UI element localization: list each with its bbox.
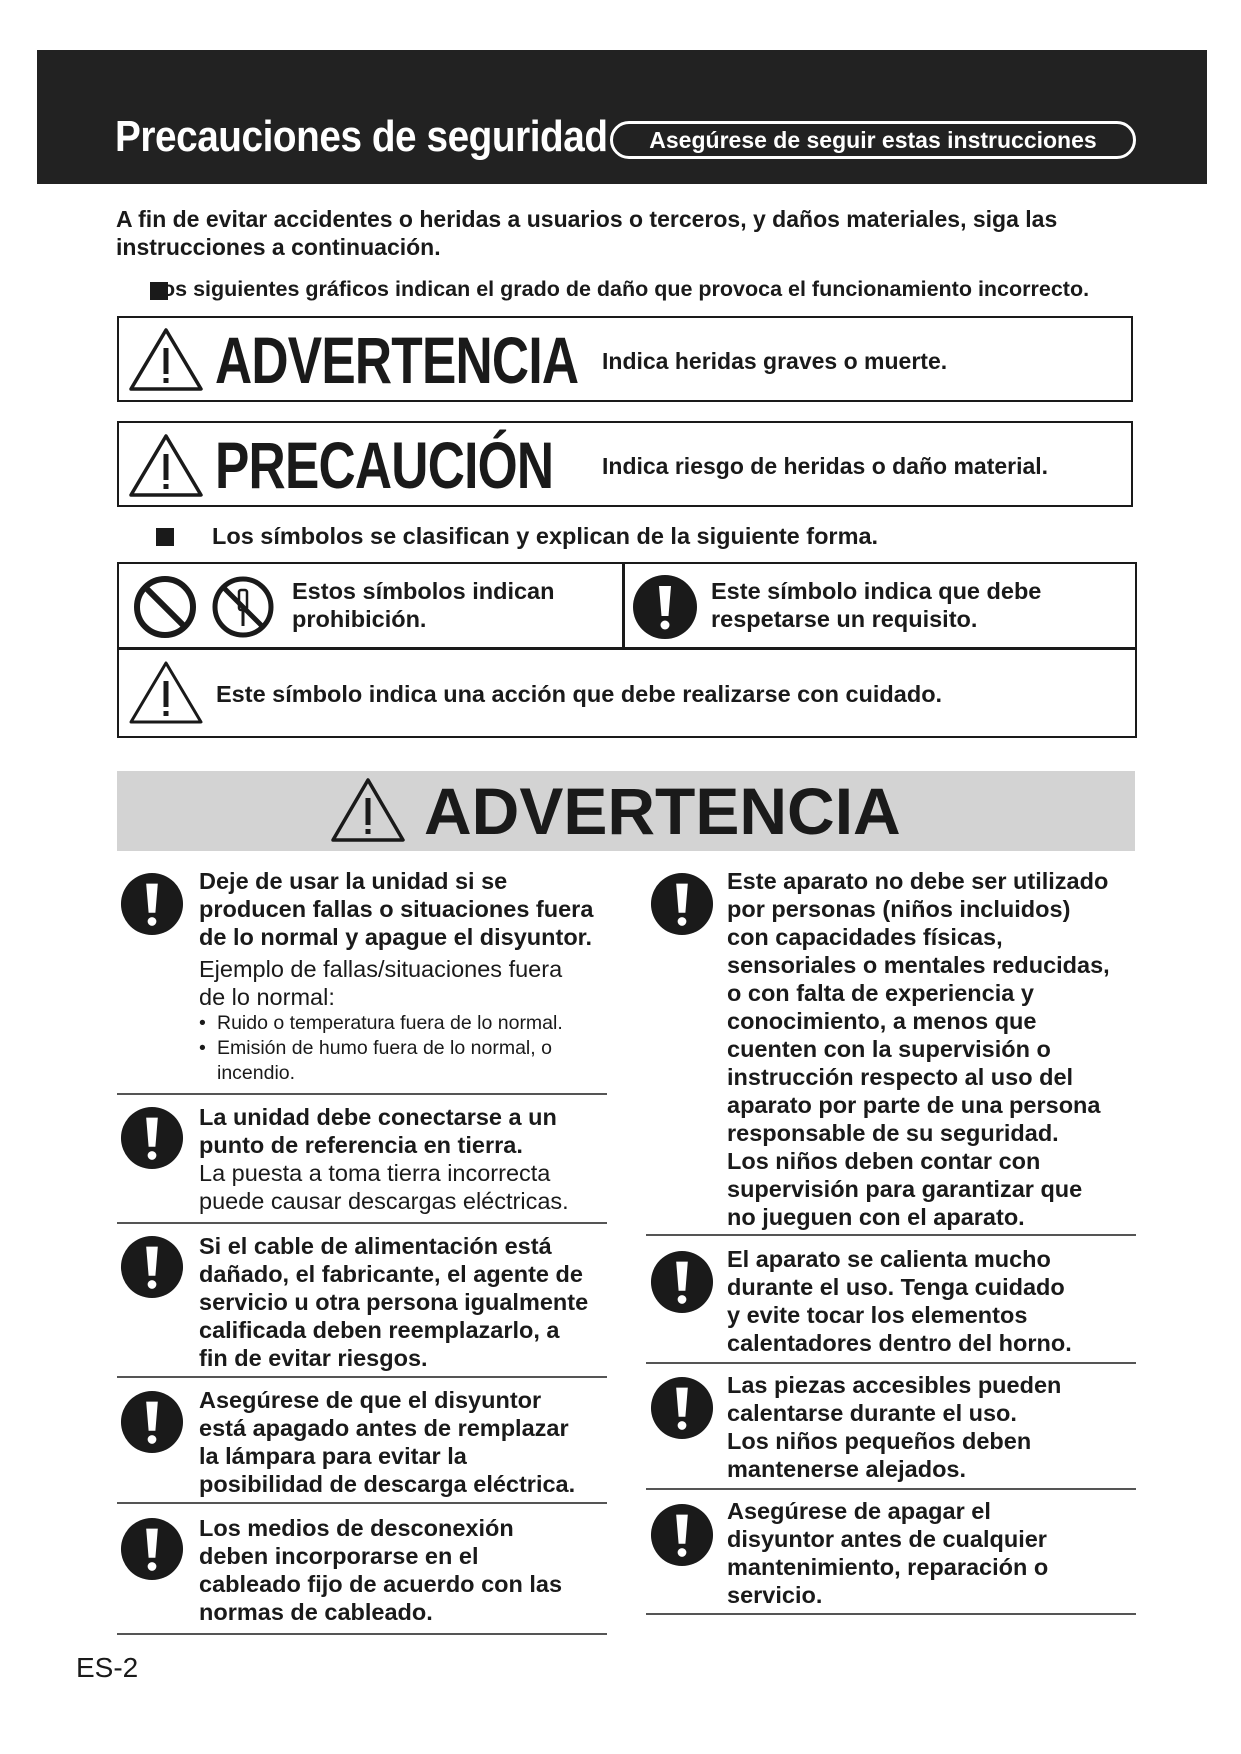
mandatory-icon [120,872,184,936]
mandatory-icon [650,872,714,936]
warning-item: La unidad debe conectarse a un punto de referencia en tierra. La puesta a toma tierra incorrecta puede causar descargas eléctricas. [199,1104,569,1214]
warning-triangle-icon [128,659,204,725]
divider [117,1502,607,1504]
prohibition-icon [132,574,198,640]
graphics-note: os siguientes gráficos indican el grado de daño que provoca el funcionamiento incorrecto. [162,277,1090,301]
warning-item: Los medios de desconexión deben incorporarse en el cableado fijo de acuerdo con las normas de cableado. [199,1515,563,1625]
warning-triangle-icon [128,432,204,498]
warning-triangle-icon [330,776,406,844]
page-title: Precauciones de seguridad [115,112,608,161]
warning-item: Este aparato no debe ser utilizado por personas (niños incluidos) con capacidades físicas, sensoriales o mentales reducidas, o con falta de experiencia y conocimiento, a menos que cuenten con la supervisión o instrucción respecto al uso del aparato por parte de una persona responsable de su seguridad. Los niños deben contar con supervisión para garantizar que no jueguen con el aparato. [727,868,1110,1230]
requirement-text: Este símbolo indica que debe respetarse un requisito. [711,578,1042,632]
divider [117,1093,607,1095]
list-item: • Emisión de humo fuera de lo normal, o incendio. [199,1036,619,1086]
mandatory-icon [120,1235,184,1299]
divider [646,1362,1136,1364]
mandatory-icon [650,1250,714,1314]
divider [117,1222,607,1224]
mandatory-icon [120,1106,184,1170]
warning-item: Deje de usar la unidad si se producen fallas o situaciones fuera de lo normal y apague el disyuntor. Ejemplo de fallas/situaciones fuera de lo normal: • Ruido o temperatura fuera de lo normal. • Emisión de humo fuera de lo normal, o incendio. [199,867,619,1086]
divider [646,1488,1136,1490]
do-not-disassemble-icon [210,574,276,640]
mandatory-icon [120,1390,184,1454]
warning-item: Asegúrese de que el disyuntor está apagado antes de remplazar la lámpara para evitar la posibilidad de descarga eléctrica. [199,1387,576,1497]
header-subtitle-badge: Asegúrese de seguir estas instrucciones [610,121,1136,159]
warning-level-word: ADVERTENCIA [215,323,579,397]
prohibition-text: Estos símbolos indican prohibición. [292,578,555,632]
caution-level-word: PRECAUCIÓN [215,428,554,502]
warning-item: Las piezas accesibles pueden calentarse durante el uso. Los niños pequeños deben mantenerse alejados. [727,1372,1062,1482]
mandatory-icon [650,1503,714,1567]
example-list [199,1011,619,1086]
divider [646,1613,1136,1615]
divider [117,1633,607,1635]
warning-item: Si el cable de alimentación está dañado, el fabricante, el agente de servicio u otra persona igualmente calificada deben reemplazarlo, a fin de evitar riesgos. [199,1233,589,1371]
warning-item: El aparato se calienta mucho durante el uso. Tenga cuidado y evite tocar los elementos calentadores dentro del horno. [727,1246,1072,1356]
warning-section-title: ADVERTENCIA [424,774,901,848]
mandatory-icon [632,574,698,640]
divider [646,1234,1136,1236]
intro-text: A fin de evitar accidentes o heridas a usuarios o terceros, y daños materiales, siga las instrucciones a continuación. [116,206,1058,260]
symbols-note: Los símbolos se clasifican y explican de la siguiente forma. [212,523,879,549]
warning-item: Asegúrese de apagar el disyuntor antes de cualquier mantenimiento, reparación o servicio. [727,1498,1049,1608]
table-divider [622,562,625,648]
divider [117,1376,607,1378]
square-bullet-icon [156,528,174,546]
caution-symbol-text: Este símbolo indica una acción que debe realizarse con cuidado. [216,681,943,707]
page-number: ES-2 [76,1652,139,1683]
mandatory-icon [650,1376,714,1440]
table-divider [117,647,1137,650]
warning-triangle-icon [128,326,204,392]
caution-level-desc: Indica riesgo de heridas o daño material. [602,453,1049,479]
list-item: • Ruido o temperatura fuera de lo normal. [199,1011,619,1036]
mandatory-icon [120,1517,184,1581]
warning-level-desc: Indica heridas graves o muerte. [602,348,948,374]
